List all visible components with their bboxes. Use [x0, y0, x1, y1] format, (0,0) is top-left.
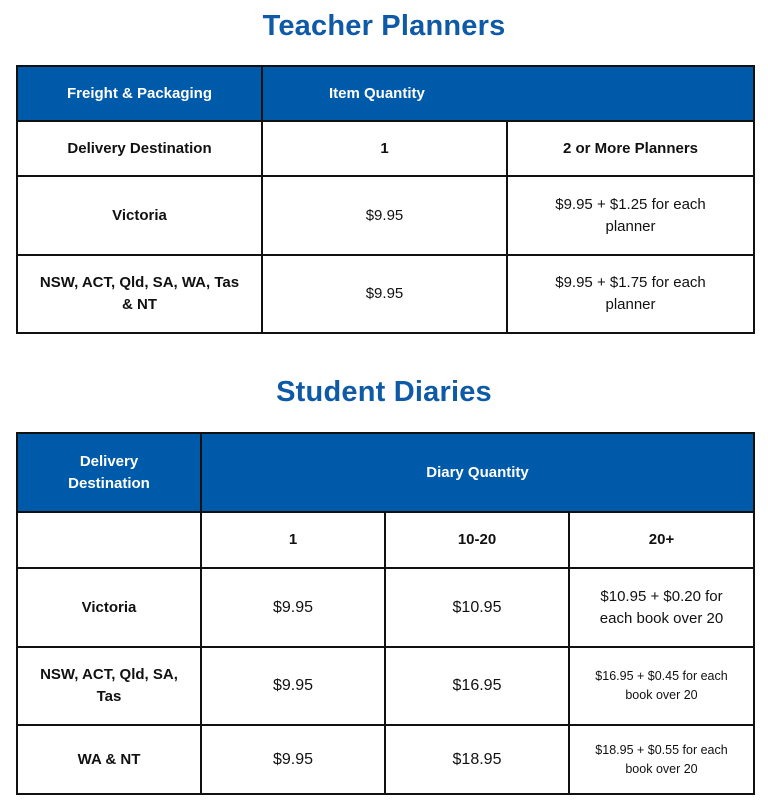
row-destination: NSW, ACT, Qld, SA, WA, Tas & NT: [17, 255, 262, 333]
row-destination: WA & NT: [17, 725, 201, 794]
row-qty-1-price: $9.95: [201, 725, 385, 794]
subheader-qty-1: 1: [201, 512, 385, 568]
subheader-blank: [17, 512, 201, 568]
row-qty-10-20-price: $10.95: [385, 568, 569, 647]
student-diaries-title: Student Diaries: [276, 376, 492, 408]
row-destination: NSW, ACT, Qld, SA, Tas: [17, 647, 201, 725]
row-qty-2-plus-price: $9.95 + $1.25 for each planner: [507, 176, 754, 255]
table-row: [17, 176, 754, 255]
subheader-qty-20-plus: 20+: [569, 512, 754, 568]
row-qty-1-price: $9.95: [201, 647, 385, 725]
row-qty-1-price: $9.95: [262, 255, 507, 333]
row-destination: Victoria: [17, 176, 262, 255]
subheader-qty-2-plus: 2 or More Planners: [507, 121, 754, 176]
header-delivery-destination: Delivery Destination: [17, 433, 201, 512]
table-header-row: [17, 66, 754, 121]
teacher-planners-table: [16, 65, 755, 334]
row-qty-10-20-price: $18.95: [385, 725, 569, 794]
subheader-qty-10-20: 10-20: [385, 512, 569, 568]
row-qty-20-plus-price: $10.95 + $0.20 for each book over 20: [569, 568, 754, 647]
subheader-qty-1: 1: [262, 121, 507, 176]
row-qty-10-20-price: $16.95: [385, 647, 569, 725]
row-qty-20-plus-price: $18.95 + $0.55 for each book over 20: [569, 725, 754, 794]
teacher-planners-title: Teacher Planners: [262, 10, 506, 42]
row-qty-1-price: $9.95: [262, 176, 507, 255]
table-subheader-row: [17, 512, 754, 568]
table-row: [17, 568, 754, 647]
table-row: [17, 725, 754, 794]
table-row: [17, 647, 754, 725]
table-subheader-row: [17, 121, 754, 176]
header-freight-packaging: Freight & Packaging: [17, 66, 262, 121]
row-qty-20-plus-price: $16.95 + $0.45 for each book over 20: [569, 647, 754, 725]
subheader-delivery-destination: Delivery Destination: [17, 121, 262, 176]
header-item-quantity: Item Quantity: [262, 66, 754, 121]
header-diary-quantity: Diary Quantity: [201, 433, 754, 512]
table-row: [17, 255, 754, 333]
row-destination: Victoria: [17, 568, 201, 647]
row-qty-2-plus-price: $9.95 + $1.75 for each planner: [507, 255, 754, 333]
row-qty-1-price: $9.95: [201, 568, 385, 647]
student-diaries-table: [16, 432, 755, 795]
table-header-row: [17, 433, 754, 512]
